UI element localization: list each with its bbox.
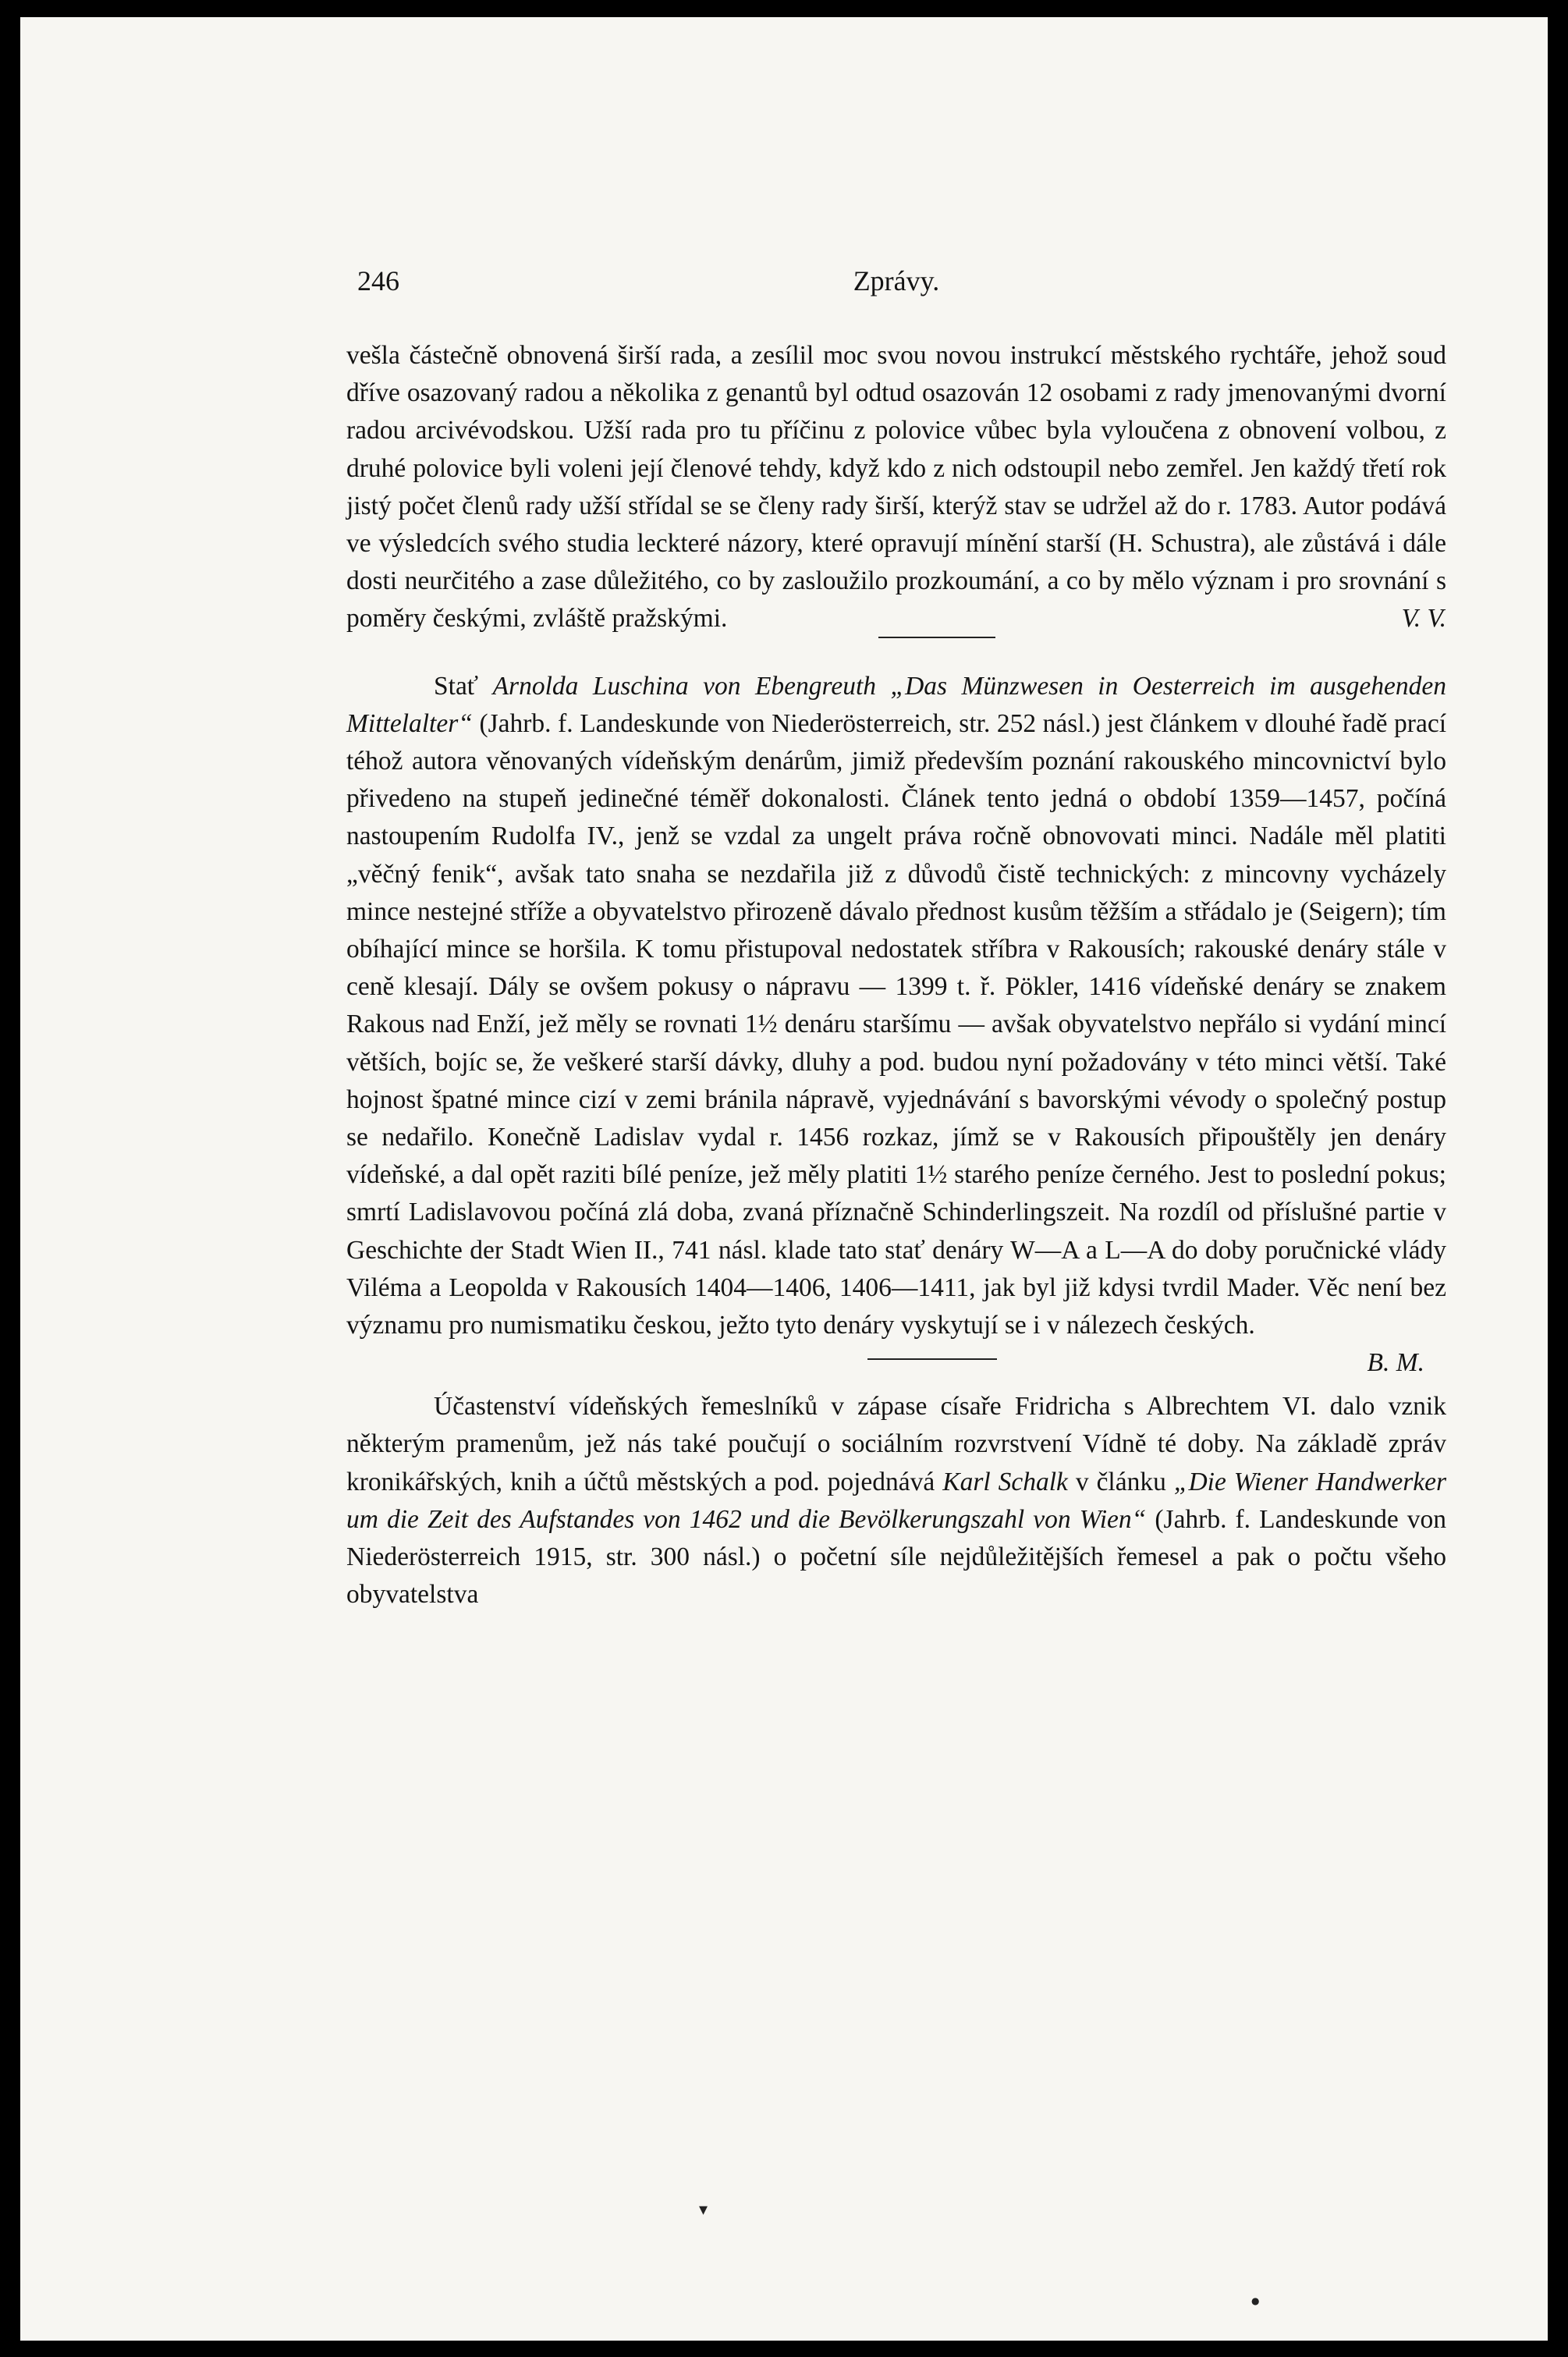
paragraph-1-text: vešla částečně obnovená širší rada, a zesílil moc svou novou instrukcí městského rychtáře, jehož soud dříve osazovaný radou a několika z genantů byl odtud osazován 12 osobami z rady jmenovanými dvorní radou arcivévodskou. Užší rada pro tu příčinu z polovice vůbec byla vyloučena z obnovení volbou, z druhé polovice byli voleni její členové tehdy, když kdo z nich odstoupil nebo zemřel. Jen každý třetí rok jistý počet členů rady užší střídal se se členy rady širší, kterýž stav se udržel až do r. 1783. Autor podává ve výsledcích svého studia leckteré názory, které opravují mínění starší (H. Schustra), ale zůstává i dále dosti neurčitého a zase důležitého, co by zasloužilo prozkoumání, a co by mělo význam i pro srovnání s poměry českými, zvláště pražskými.	[346, 341, 1446, 634]
page-header	[346, 264, 1446, 298]
paragraph-2-title: „Das Münzwesen in Oesterreich im ausgehenden Mittelalter“	[346, 671, 1447, 738]
page-number: 246	[357, 265, 399, 296]
paragraph-3	[346, 1388, 1446, 1613]
paragraph-3-lead: Účastenství vídeňských řemeslníků v zápase císaře Fridricha s Albrechtem VI. dalo vznik některým pramenům, jež nás také poučují o sociálním rozvrstvení Vídně té doby. Na základě zpráv kronikářských, knih a účtů městských a pod. pojednává	[346, 1392, 1446, 1496]
running-head: Zprávy.	[853, 265, 940, 296]
signature-2: B. M.	[1367, 1348, 1424, 1378]
paragraph-2-lead: Stať	[434, 671, 479, 701]
section-divider-2	[867, 1358, 997, 1360]
signature-1: V. V.	[1401, 604, 1446, 634]
paragraph-2-text: (Jahrb. f. Landeskunde von Niederösterreich, str. 252 násl.) jest článkem v dlouhé řadě prací téhož autora věnovaných vídeňským denárům, jimiž především poznání rakouského mincovnictví bylo přivedeno na stupeň jedinečné téměř dokonalosti. Článek tento jedná o období 1359—1457, počíná nastoupením Rudolfa IV., jenž se vzdal za ungelt práva ročně obnovovati minci. Nadále měl platiti „věčný fenik“, avšak tato snaha se nezdařila již z důvodů čistě technických: z mincovny vycházely mince nestejné stříže a obyvatelstvo přirozeně dávalo přednost kusům těžším a střádalo je (Seigern); tím obíhající mince se horšila. K tomu přistupoval nedostatek stříbra v Rakousích; rakouské denáry stále v ceně klesají. Dály se ovšem pokusy o nápravu — 1399 t. ř. Pökler, 1416 vídeňské denáry se znakem Rakous nad Enží, jež měly se rovnati 1½ denáru staršímu — avšak obyvatelstvo nepřálo si vydání mincí větších, bojíc se, že veškeré starší dávky, dluhy a pod. budou nyní požadovány v této minci větší. Také hojnost špatné mince cizí v zemi bránila nápravě, vyjednávání s bavorskými vévody o společný postup se nedařilo. Konečně Ladislav vydal r. 1456 rozkaz, jímž se v Rakousích připouštěly jen denáry vídeňské, a dal opět raziti bílé peníze, jež měly platiti 1½ starého peníze černého. Jest to poslední pokus; smrtí Ladislavovou počíná zlá doba, zvaná příznačně Schinderlingszeit. Na rozdíl od příslušné partie v Geschichte der Stadt Wien II., 741 násl. klade tato stať denáry W—A a L—A do doby poručnické vlády Viléma a Leopolda v Rakousích 1404—1406, 1406—1411, jak byl již kdysi tvrdil Mader. Věc není bez významu pro numismatiku českou, ježto tyto denáry vyskytují se i v nálezech českých.	[346, 708, 1447, 1340]
paragraph-3-author: Karl Schalk	[942, 1467, 1068, 1496]
document-page	[346, 264, 1446, 1614]
paragraph-2	[346, 668, 1447, 1378]
paragraph-3-text: (Jahrb. f. Landeskunde von Niederösterreich 1915, str. 300 násl.) o početní síle nejdůležitějších řemesel a pak o počtu všeho obyvatelstva	[346, 1504, 1447, 1610]
page-sheet	[20, 17, 1548, 2341]
paragraph-1	[346, 337, 1446, 638]
scan-speck-mark: ▾	[699, 2200, 708, 2220]
paragraph-3-middle: v článku	[1075, 1467, 1166, 1496]
paragraph-2-author: Arnolda Luschina von Ebengreuth	[492, 671, 877, 701]
paragraph-3-title: „Die Wiener Handwerker um die Zeit des Aufstandes von 1462 und die Bevölkerungszahl von Wien“	[346, 1467, 1447, 1534]
section-divider-1	[878, 637, 995, 638]
scan-dot-mark: ●	[1251, 2295, 1260, 2306]
